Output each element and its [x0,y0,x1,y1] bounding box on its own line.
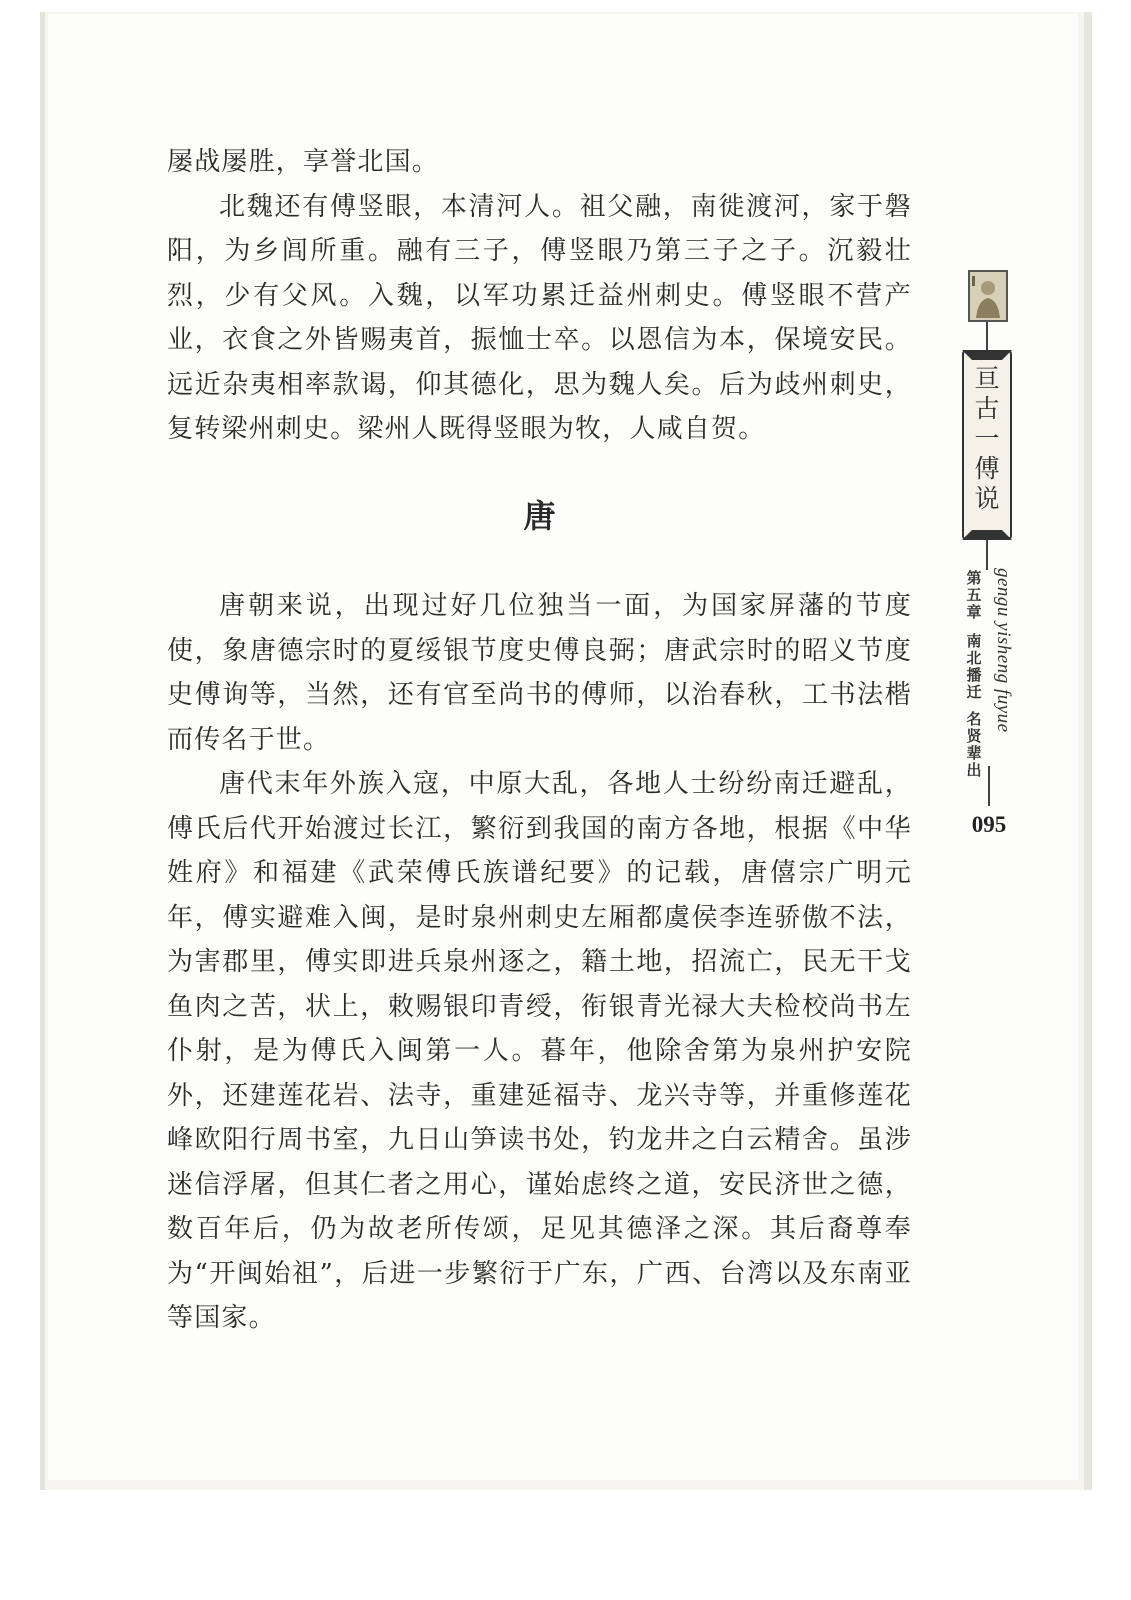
title-char: 一 [974,424,1000,453]
chapter-char: 播 [966,666,982,684]
page-number: 095 [971,812,1007,837]
chapter-char: 第 [966,569,982,587]
title-char: 傅 [974,454,1000,483]
chapter-char: 南 [966,632,982,650]
side-margin-strip [960,270,1020,870]
title-char: 古 [974,394,1000,423]
banner-cap-bottom [962,530,1012,540]
chapter-char: 北 [966,649,982,667]
chapter-char: 迁 [966,683,982,701]
title-char: 说 [974,484,1000,513]
pinyin-text: gengu yisheng fuyue [993,568,1014,733]
book-title-banner [962,350,1012,540]
book-title-top [964,364,1010,454]
book-title-bottom [964,454,1010,514]
banner-cap-top [962,350,1012,360]
side-rule-mid [986,540,988,570]
scan-edge-right [1084,12,1092,1490]
paragraph-2: 北魏还有傅竖眼，本清河人。祖父融，南徙渡河，家于磐阳，为乡闾所重。融有三子，傅竖眼乃第三子之子。沉毅壮烈，少有父风。入魏，以军功累迁益州刺史。傅竖眼不营产业，衣食之外皆赐夷首，振恤士卒。以恩信为本，保境安民。远近杂夷相率款谒，仰其德化，思为魏人矣。后为歧州刺史，复转梁州刺史。梁州人既得竖眼为牧，人咸自贺。 [167,191,912,444]
side-rule-top [986,322,988,350]
portrait-icon [968,270,1008,322]
chapter-char: 章 [966,603,982,621]
paragraph-4: 唐代末年外族入寇，中原大乱，各地人士纷纷南迁避乱，傅氏后代开始渡过长江，繁衍到我国的南方各地，根据《中华姓府》和福建《武荣傅氏族谱纪要》的记载，唐僖宗广明元年，傅实避难入闽，是时泉州刺史左厢都虞侯李连骄傲不法，为害郡里，傅实即进兵泉州逐之，籍土地，招流亡，民无干戈鱼肉之苦，状上，敕赐银印青绶，衔银青光禄大夫检校尚书左仆射，是为傅氏入闽第一人。暮年，他除舍第为泉州护安院外，还建莲花岩、法寺，重建延福寺、龙兴寺等，并重修莲花峰欧阳行周书室，九日山笋读书处，钓龙井之白云精舍。虽涉迷信浮屠，但其仁者之用心，谨始虑终之道，安民济世之德，数百年后，仍为故老所传颂，足见其德泽之深。其后裔尊奉为“开闽始祖”，后进一步繁衍于广东，广西、台湾以及东南亚等国家。 [167,769,912,1333]
chapter-char: 名 [966,710,982,728]
chapter-char: 辈 [966,744,982,762]
chapter-char: 贤 [966,727,982,745]
page-body [167,140,912,1341]
paragraph-1: 屡战屡胜，享誉北国。 [167,147,440,177]
chapter-char: 出 [966,761,982,779]
pinyin-title [986,568,1016,768]
paragraph-3: 唐朝来说，出现过好几位独当一面，为国家屏藩的节度使，象唐德宗时的夏绥银节度史傅良弼；唐武宗时的昭义节度史傅询等，当然，还有官至尚书的傅师，以治春秋，工书法楷而传名于世。 [167,591,912,755]
scan-edge-left [40,12,45,1490]
chapter-label [962,570,986,779]
title-char: 亘 [974,364,1000,393]
section-heading: 唐 [523,496,556,535]
side-rule-bottom [988,766,990,806]
chapter-char: 五 [966,586,982,604]
